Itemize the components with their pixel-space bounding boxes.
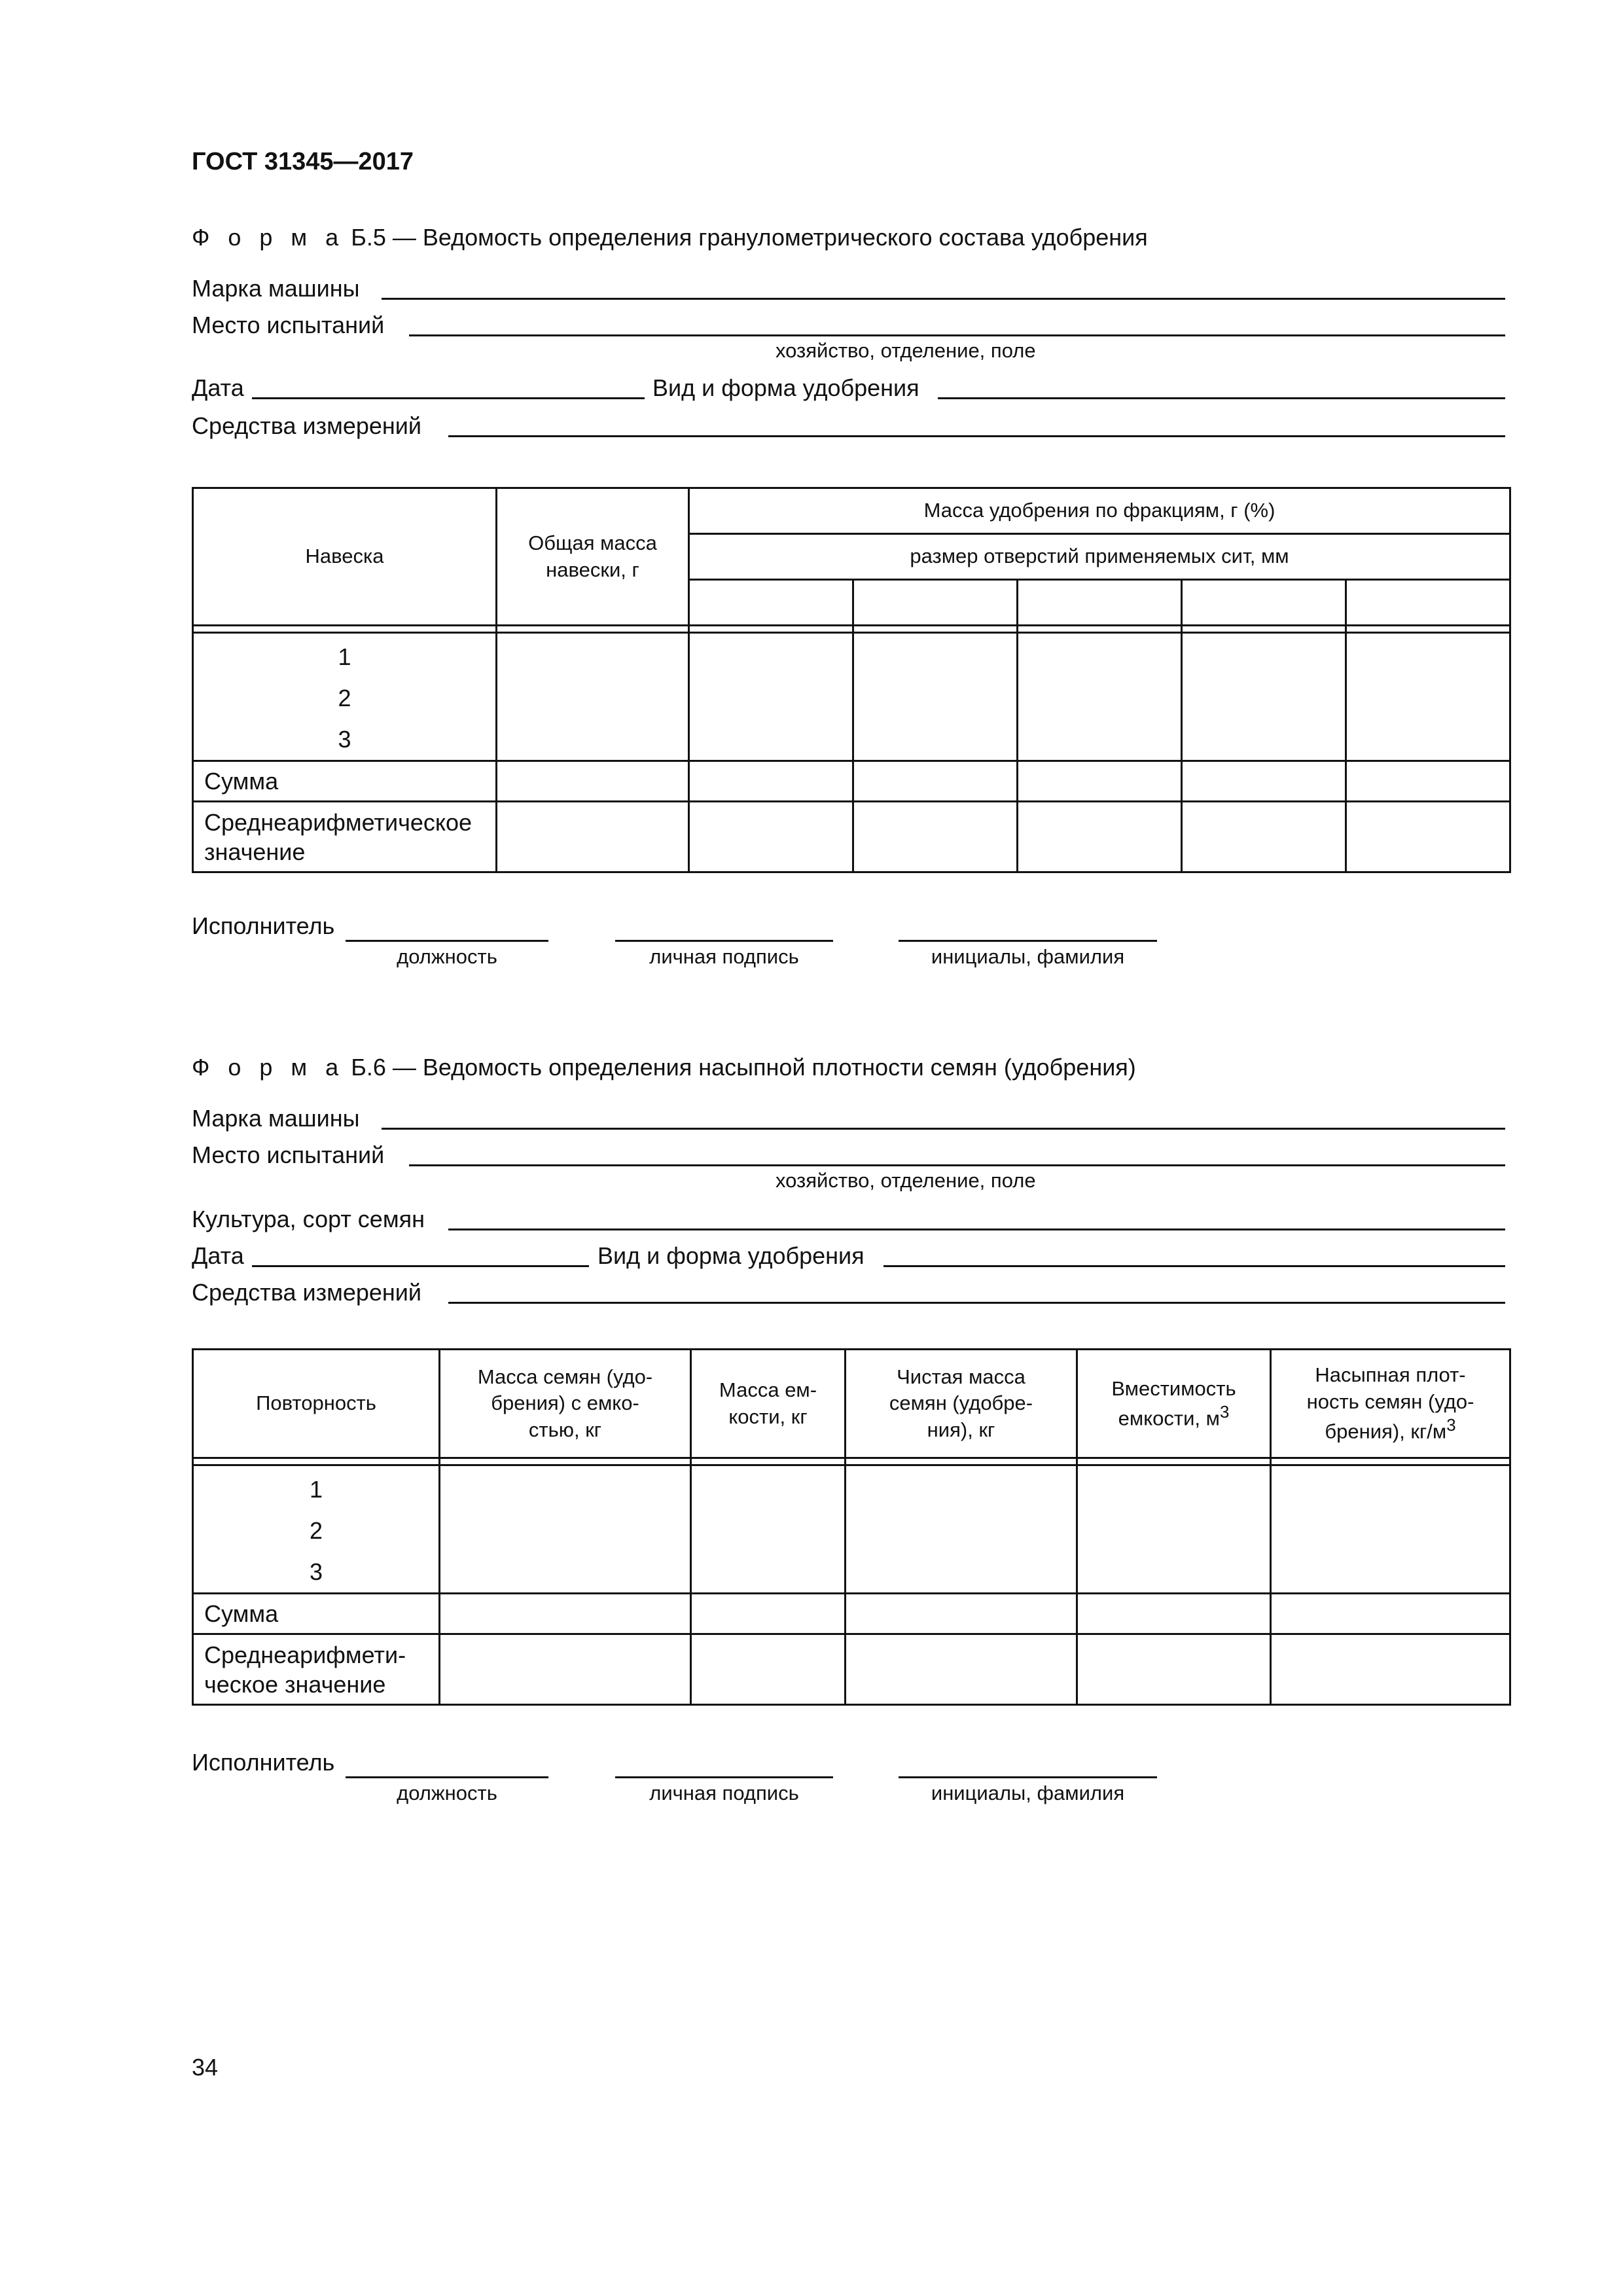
form-b5-place-row (192, 308, 1505, 340)
data-cell[interactable] (846, 1594, 1077, 1634)
instruments-field-line[interactable] (448, 1302, 1505, 1304)
data-cell[interactable] (1271, 1634, 1510, 1705)
name-line[interactable] (899, 1776, 1157, 1778)
form-b6-prefix: Ф о р м а (192, 1054, 345, 1081)
data-cell[interactable] (440, 1594, 691, 1634)
sieve-size-cell[interactable] (689, 580, 853, 626)
machine-label: Марка машины (192, 275, 360, 302)
form-b6-crop-row (192, 1202, 1505, 1234)
header-line (1272, 1415, 1509, 1445)
header-line: Масса семян (удо- (477, 1365, 653, 1389)
form-b5-table (192, 487, 1511, 873)
header-line: ния), кг (927, 1418, 995, 1441)
form-b5-title-text: Б.5 — Ведомость определения гранулометрического состава удобрения (351, 224, 1148, 251)
header-seed-mass (440, 1350, 691, 1458)
fertilizer-field-line[interactable] (938, 397, 1505, 399)
data-cell[interactable] (1077, 1465, 1271, 1594)
repeat-number: 3 (309, 1558, 323, 1585)
repeat-number: 2 (309, 1517, 323, 1544)
data-cell[interactable] (1346, 761, 1510, 802)
position-caption: должность (397, 945, 497, 968)
data-cell[interactable] (1018, 802, 1182, 872)
data-cell[interactable] (689, 633, 853, 761)
instruments-field-line[interactable] (448, 435, 1505, 437)
data-cell[interactable] (497, 802, 689, 872)
date-label: Дата (192, 1242, 244, 1269)
machine-label: Марка машины (192, 1105, 360, 1132)
date-field-line[interactable] (252, 397, 645, 399)
form-b5-date-row (192, 370, 1505, 403)
data-cell[interactable] (1077, 1634, 1271, 1705)
fertilizer-field-line[interactable] (883, 1265, 1505, 1267)
form-b5-title (192, 224, 1148, 251)
repeat-numbers-cell (193, 1465, 440, 1594)
place-caption: хозяйство, отделение, поле (776, 339, 1036, 362)
data-cell[interactable] (846, 1634, 1077, 1705)
crop-field-line[interactable] (448, 1229, 1505, 1230)
header-line: Масса ем- (719, 1378, 817, 1402)
header-line (1078, 1402, 1270, 1432)
data-cell[interactable] (1182, 802, 1346, 872)
signature-line[interactable] (615, 940, 833, 942)
data-cell[interactable] (1271, 1594, 1510, 1634)
superscript: 3 (1219, 1403, 1230, 1422)
form-b6-date-row (192, 1238, 1505, 1271)
header-line: Чистая масса (897, 1365, 1026, 1389)
page-number: 34 (192, 2054, 219, 2081)
form-b5-prefix: Ф о р м а (192, 224, 345, 251)
sieve-size-cell[interactable] (1018, 580, 1182, 626)
data-cell[interactable] (1077, 1594, 1271, 1634)
form-b5-instruments-row (192, 408, 1505, 441)
header-line: Вместимость (1111, 1376, 1236, 1400)
repeat-number: 1 (309, 1476, 323, 1503)
data-cell[interactable] (853, 761, 1018, 802)
header-total-mass: Общая масса навески, г (497, 488, 689, 626)
row-mean-label (193, 1634, 440, 1705)
instruments-label: Средства измерений (192, 1279, 422, 1306)
header-capacity (1077, 1350, 1271, 1458)
header-fraction-mass: Масса удобрения по фракциям, г (%) (689, 488, 1510, 534)
form-b6-title-text: Б.6 — Ведомость определения насыпной плотности семян (удобрения) (351, 1054, 1136, 1081)
data-cell[interactable] (1182, 761, 1346, 802)
data-cell[interactable] (846, 1465, 1077, 1594)
place-label: Место испытаний (192, 312, 385, 338)
place-label: Место испытаний (192, 1141, 385, 1168)
data-cell[interactable] (1018, 761, 1182, 802)
row-mean-label: Среднеарифметическое значение (193, 802, 497, 872)
form-b5-machine-row (192, 271, 1505, 304)
data-cell[interactable] (689, 761, 853, 802)
header-repeat: Повторность (193, 1350, 440, 1458)
form-b6-table (192, 1348, 1511, 1706)
form-b6-machine-row (192, 1101, 1505, 1134)
header-sample: Навеска (193, 488, 497, 626)
header-line: семян (удобре- (889, 1391, 1033, 1415)
header-sieve-size: размер отверстий применяемых сит, мм (689, 534, 1510, 580)
header-line-text: емкости, м (1118, 1407, 1220, 1430)
data-cell[interactable] (1018, 633, 1182, 761)
row-sum-label: Сумма (193, 1594, 440, 1634)
data-cell[interactable] (689, 802, 853, 872)
data-cell[interactable] (691, 1594, 846, 1634)
sieve-size-cell[interactable] (853, 580, 1018, 626)
fertilizer-label: Вид и форма удобрения (597, 1242, 865, 1269)
data-cell[interactable] (497, 761, 689, 802)
data-cell[interactable] (1346, 802, 1510, 872)
sieve-size-cell[interactable] (1346, 580, 1510, 626)
header-line: брения) с емко- (491, 1391, 639, 1415)
sample-number: 2 (338, 685, 351, 711)
machine-field-line[interactable] (382, 1128, 1505, 1130)
header-line: кости, кг (728, 1405, 808, 1428)
signature-line[interactable] (615, 1776, 833, 1778)
sample-numbers-cell (193, 633, 497, 761)
name-caption: инициалы, фамилия (931, 945, 1125, 968)
crop-label: Культура, сорт семян (192, 1206, 425, 1232)
signature-caption: личная подпись (649, 1782, 799, 1804)
data-cell[interactable] (497, 633, 689, 761)
sample-number: 1 (338, 643, 351, 670)
instruments-label: Средства измерений (192, 412, 422, 439)
position-line[interactable] (346, 940, 548, 942)
signature-caption: личная подпись (649, 945, 799, 968)
header-line-text: брения), кг/м (1325, 1420, 1447, 1443)
header-line: Насыпная плот- (1315, 1363, 1466, 1387)
position-line[interactable] (346, 1776, 548, 1778)
document-number: ГОСТ 31345—2017 (192, 148, 414, 175)
performer-label: Исполнитель (192, 1749, 335, 1776)
form-b6-instruments-row (192, 1275, 1505, 1308)
header-line: стью, кг (528, 1418, 602, 1441)
data-cell[interactable] (440, 1465, 691, 1594)
sample-number: 3 (338, 726, 351, 753)
data-cell[interactable] (853, 802, 1018, 872)
data-cell[interactable] (1182, 633, 1346, 761)
place-field-line[interactable] (409, 334, 1505, 336)
data-cell[interactable] (440, 1634, 691, 1705)
sieve-size-cell[interactable] (1182, 580, 1346, 626)
date-field-line[interactable] (252, 1265, 589, 1267)
name-caption: инициалы, фамилия (931, 1782, 1125, 1804)
data-cell[interactable] (853, 633, 1018, 761)
superscript: 3 (1446, 1416, 1456, 1435)
header-line: ность семян (удо- (1306, 1390, 1474, 1413)
data-cell[interactable] (1271, 1465, 1510, 1594)
performer-label: Исполнитель (192, 912, 335, 939)
fertilizer-label: Вид и форма удобрения (652, 374, 919, 401)
header-container-mass (691, 1350, 846, 1458)
row-mean-line: ческое значение (204, 1670, 386, 1698)
form-b6-title (192, 1054, 1136, 1081)
row-sum-label: Сумма (193, 761, 497, 802)
machine-field-line[interactable] (382, 298, 1505, 300)
data-cell[interactable] (691, 1465, 846, 1594)
name-line[interactable] (899, 940, 1157, 942)
data-cell[interactable] (691, 1634, 846, 1705)
form-b6-place-row (192, 1138, 1505, 1170)
data-cell[interactable] (1346, 633, 1510, 761)
row-mean-line: Среднеарифмети- (204, 1641, 406, 1668)
place-caption: хозяйство, отделение, поле (776, 1169, 1036, 1192)
place-field-line[interactable] (409, 1164, 1505, 1166)
header-net-mass (846, 1350, 1077, 1458)
position-caption: должность (397, 1782, 497, 1804)
header-bulk-density (1271, 1350, 1510, 1458)
date-label: Дата (192, 374, 244, 401)
